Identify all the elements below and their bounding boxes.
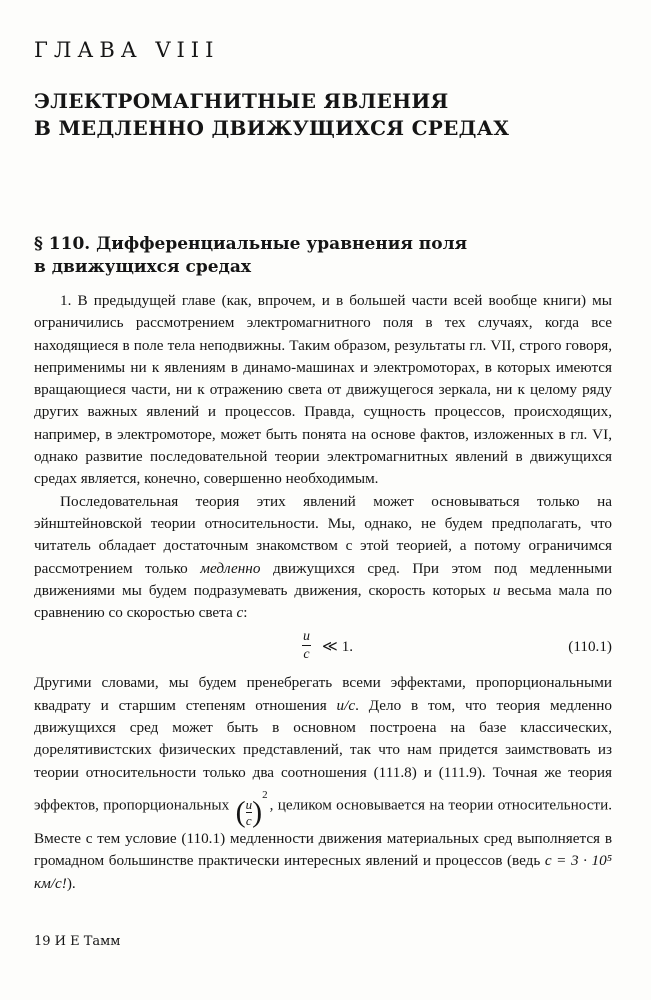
section-title-line1: § 110. Дифференциальные уравнения поля <box>34 234 468 254</box>
inline-squared-fraction: ( $\frac{u}{c}$ )$^2$ <box>235 788 268 829</box>
p2-text-b: движущихся сред. При этом под медленными движениями мы будем подразумевать движения, скорость которых <box>34 559 613 599</box>
equation-number: (110.1) <box>568 638 612 656</box>
equation-110-1 <box>34 626 612 672</box>
p2-text-c: весьма мала по сравнению со скоростью света <box>34 581 612 622</box>
p3-text-a: Другими словами, мы будем пренебрегать всеми эффектами, пропорциональными квадрату и старшим степеням отношения <box>34 674 612 714</box>
section-title <box>34 233 624 279</box>
equation-fraction <box>302 628 311 663</box>
chapter-label: ГЛАВА VIII <box>34 38 220 62</box>
inline-frac-exponent: 2 <box>262 788 268 801</box>
p3-formula: c = 3 · 10⁵ км/с! <box>34 852 612 892</box>
equation-numerator: u <box>303 629 310 645</box>
page-footer-signature: 19 И Е Тамм <box>34 934 121 949</box>
p2-emphasis: медленно <box>200 559 261 577</box>
p3-text-b: . Дело в том, что теория медленно движущихся сред может быть в основном построена на базе классических, дорелятивистских физических представлений, так что нам придется заимствовать из теории относительности только два соотношения (111.8) и (111.9). Точная же теория эффектов, пропорциональных <box>34 696 612 814</box>
chapter-title <box>34 88 624 142</box>
section-title-line2: в движущихся средах <box>34 257 252 277</box>
equation-relation: ≪ 1. <box>322 638 354 656</box>
p3-ratio: u/c <box>336 696 356 714</box>
p2-end: : <box>243 604 248 622</box>
chapter-title-line1: ЭЛЕКТРОМАГНИТНЫЕ ЯВЛЕНИЯ <box>34 89 449 113</box>
p3-end: ). <box>66 874 76 892</box>
p2-text-a: Последовательная теория этих явлений может основываться только на эйнштейновской теории относительности. Мы, однако, не будем предполагать, что читатель обладает достаточным знакомством с этой теорией, а потому ограничимся рассмотрением только <box>34 492 612 577</box>
inline-frac-numerator: u <box>245 796 253 812</box>
paragraph-1: 1. В предыдущей главе (как, впрочем, и в большей части всей вообще книги) мы ограничились рассмотрением электромагнитного поля в тех случаях, когда все находящиеся в поле тела неподвижны. Таким образом, результаты гл. VII, строго говоря, неприменимы ни к явлениям в динамо-машинах и электромоторах, в которых имеются вращающиеся части, ни к отражению света от движущегося зеркала, ни к целому ряду других важных явлений и процессов. Правда, сущность процессов, происходящих, например, в электромоторе, может быть понята на основе фактов, изложенных в гл. VI, однако развитие последовательной теории электромагнитных явлений в движущихся средах является, конечно, совершенно необходимым. <box>34 292 612 488</box>
p3-text-c: , целиком основывается на теории относительности. Вместе с тем условие (110.1) медленности движения материальных сред выполняется в громадном большинстве практически интересных явлений и процессов (ведь <box>34 796 612 870</box>
body-text <box>34 290 612 895</box>
paragraph-3 <box>34 672 612 894</box>
p2-var-c: c <box>236 604 244 622</box>
inline-frac-denominator: c <box>245 812 252 828</box>
chapter-title-line2: В МЕДЛЕННО ДВИЖУЩИХСЯ СРЕДАХ <box>34 116 510 140</box>
paragraph-2 <box>34 491 612 625</box>
equation-denominator: c <box>303 647 310 663</box>
p2-var-u: u <box>492 581 501 599</box>
